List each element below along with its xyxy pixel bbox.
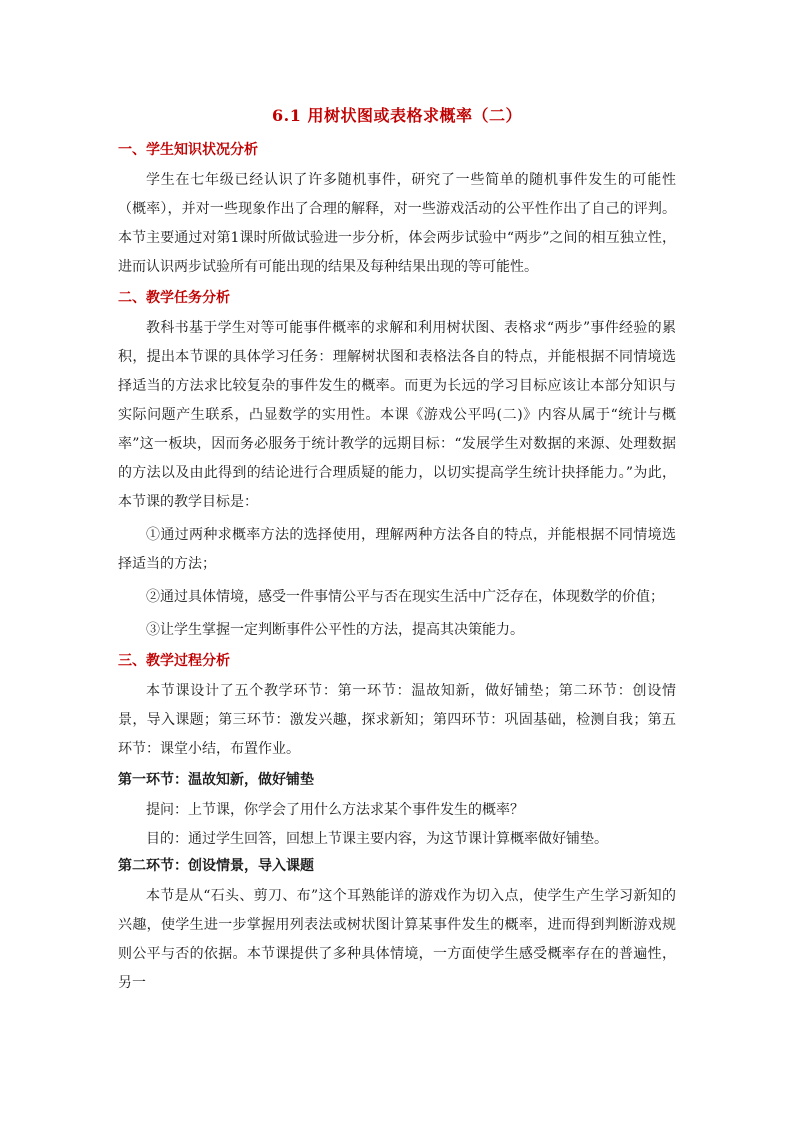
section-heading-task-analysis: 二、教学任务分析 bbox=[118, 290, 230, 306]
teaching-goal-item: ①通过两种求概率方法的选择使用，理解两种方法各自的特点，并能根据不同情境选择适当的方法； bbox=[118, 527, 676, 572]
step1-purpose: 目的：通过学生回答，回想上节课主要内容，为这节课计算概率做好铺垫。 bbox=[146, 831, 608, 847]
teaching-goal-item: ③让学生掌握一定判断事件公平性的方法，提高其决策能力。 bbox=[146, 622, 524, 638]
document-title: 6.1 用树状图或表格求概率（二） bbox=[272, 106, 522, 125]
paragraph-student-analysis: 学生在七年级已经认识了许多随机事件，研究了一些简单的随机事件发生的可能性（概率），并对一些现象作出了合理的解释，对一些游戏活动的公平性作出了自己的评判。本节主要通过对第1课时所做试验进一步分析，体会两步试验中“两步”之间的相互独立性，进而认识两步试验所有可能出现的结果及每种结果出现的等可能性。 bbox=[118, 172, 676, 275]
section-heading-student-analysis: 一、学生知识状况分析 bbox=[118, 142, 258, 158]
paragraph-process-analysis: 本节课设计了五个教学环节：第一环节：温故知新，做好铺垫；第二环节：创设情景，导入课题；第三环节：激发兴趣，探求新知；第四环节：巩固基础，检测自我；第五环节：课堂小结，布置作业。 bbox=[118, 683, 676, 757]
step1-question: 提问：上节课，你学会了用什么方法求某个事件发生的概率？ bbox=[146, 802, 524, 818]
document-content bbox=[118, 104, 676, 998]
step1-heading: 第一环节：温故知新，做好铺垫 bbox=[118, 772, 314, 788]
step2-heading: 第二环节：创设情景，导入课题 bbox=[118, 858, 314, 874]
section-heading-process-analysis: 三、教学过程分析 bbox=[118, 653, 230, 669]
teaching-goal-item: ②通过具体情境，感受一件事情公平与否在现实生活中广泛存在，体现数学的价值； bbox=[146, 589, 664, 605]
paragraph-task-analysis: 教科书基于学生对等可能事件概率的求解和利用树状图、表格求“两步”事件经验的累积，提出本节课的具体学习任务：理解树状图和表格法各自的特点，并能根据不同情境选择适当的方法求比较复杂的事件发生的概率。而更为长远的学习目标应该让本部分知识与实际问题产生联系，凸显数学的实用性。本课《游戏公平吗(二)》内容从属于“统计与概率”这一板块，因而务必服务于统计教学的远期目标：“发展学生对数据的来源、处理数据的方法以及由此得到的结论进行合理质疑的能力，以切实提高学生统计抉择能力。”为此，本节课的教学目标是： bbox=[118, 320, 676, 510]
step2-paragraph: 本节是从“石头、剪刀、布”这个耳熟能详的游戏作为切入点，使学生产生学习新知的兴趣，使学生进一步掌握用列表法或树状图计算某事件发生的概率，进而得到判断游戏规则公平与否的依据。本节课提供了多种具体情境，一方面使学生感受概率存在的普遍性，另一 bbox=[118, 888, 676, 991]
